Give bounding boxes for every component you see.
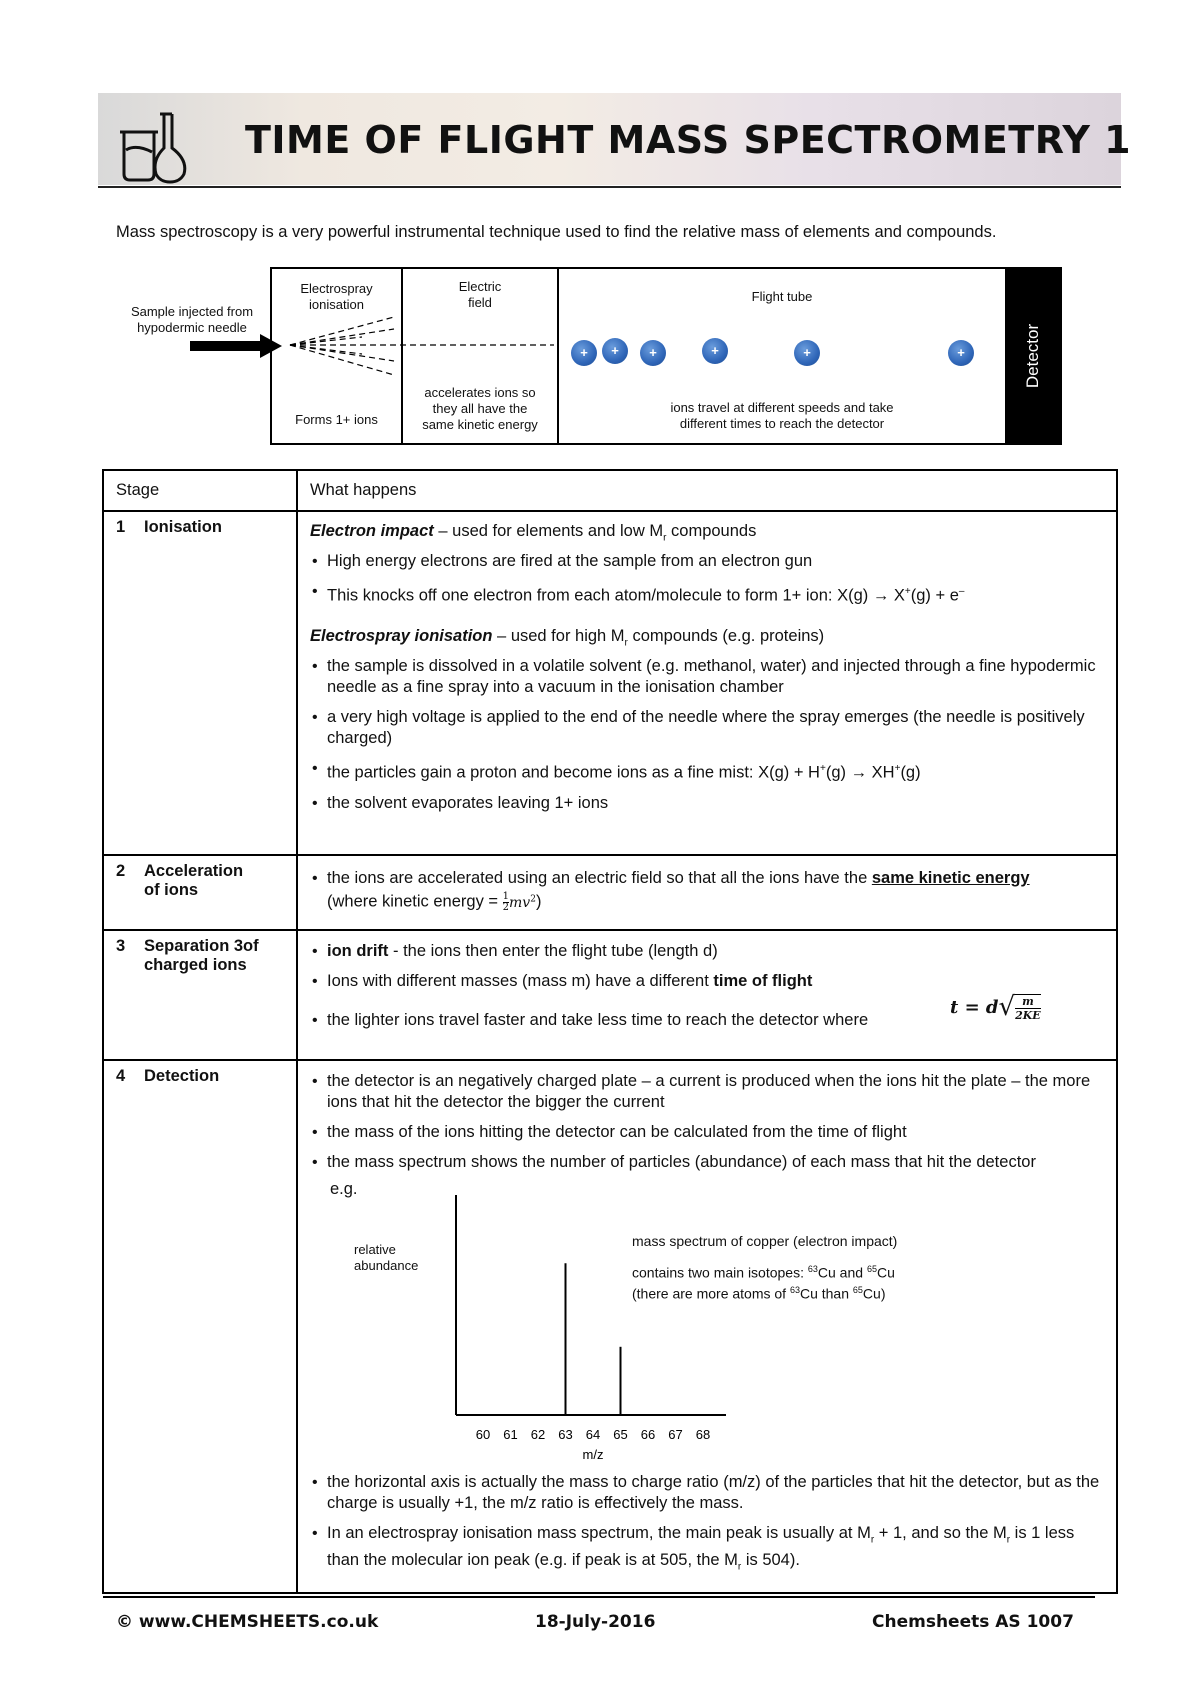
stage-name: Acceleration of ions [144, 862, 244, 899]
detector-label [1005, 269, 1060, 443]
stage-name: Ionisation [144, 518, 222, 536]
electron-impact-heading: Electron impact – used for elements and low $M_r$ compounds [310, 522, 757, 544]
ion-icon: + [640, 340, 666, 366]
content-cell [297, 1060, 1117, 1594]
list-item: • High energy electrons are fired at the sample from an electron gun [310, 551, 1104, 572]
list-item: • the particles gain a proton and become ions as a fine mist: X(g) + H+(g) → XH+(g) [310, 758, 1104, 784]
ionisation-label: Electrospray ionisation [300, 281, 373, 312]
footer-website: © www.CHEMSHEETS.co.uk [116, 1612, 379, 1632]
list-item: • ion drift - the ions then enter the flight tube (length d) [310, 941, 1104, 962]
content-cell [297, 930, 1117, 1060]
x-tick-label: 62 [530, 1426, 546, 1442]
ion-icon: + [948, 340, 974, 366]
isotope-note-2: (there are more atoms of $^{63}$Cu than $^{65}$Cu) [632, 1285, 886, 1302]
mass-spectrum-figure [310, 1179, 1104, 1472]
table-row [103, 855, 1117, 930]
x-tick-label: 67 [668, 1426, 683, 1442]
content-cell [297, 855, 1117, 930]
isotope-note: contains two main isotopes: $^{63}$Cu and $^{65}$Cu [632, 1263, 895, 1281]
intro-text: Mass spectroscopy is a very powerful instrumental technique used to find the relative mass of elements and compounds. [116, 223, 997, 241]
page-title: TIME OF FLIGHT MASS SPECTROMETRY 1 [245, 118, 1132, 162]
table-header-row [103, 470, 1117, 511]
stage-cell: 3 Separation 3of charged ions [103, 930, 297, 1060]
mass-spectrum-chart [310, 1179, 730, 1472]
table-row [103, 930, 1117, 1060]
eg-label: e.g. [330, 1179, 358, 1198]
footer-date: 18-July-2016 [535, 1612, 656, 1632]
ion-icon: + [794, 340, 820, 366]
table-row [103, 1060, 1117, 1594]
list-item: • the lighter ions travel faster and take less time to reach the detector where t = d√ $\frac{m}{2KE}$ [310, 1010, 1104, 1031]
table-row [103, 511, 1117, 855]
x-tick-label: 68 [695, 1426, 711, 1442]
spray-lines [272, 309, 562, 379]
header-rule [98, 186, 1121, 188]
ion-icon: + [702, 338, 728, 364]
spectrometer-diagram [270, 267, 1062, 445]
ion-icon: + [571, 340, 597, 366]
chart-title: mass spectrum of copper (electron impact) [632, 1232, 898, 1249]
list-item: • the solvent evaporates leaving 1+ ions [310, 793, 1104, 814]
stage-name: Separation 3of charged ions [144, 936, 259, 974]
stage-name: Detection [144, 1066, 220, 1085]
list-item: • the mass of the ions hitting the detector can be calculated from the time of flight [310, 1122, 1104, 1143]
list-item: • a very high voltage is applied to the end of the needle where the spray emerges (the needle is positively charged) [310, 707, 1104, 749]
sample-label: Sample injected from hypodermic needle [130, 304, 254, 335]
forms-ions-label: Forms 1+ ions [295, 412, 378, 427]
lab-glassware-icon [112, 104, 192, 184]
x-tick-label: 61 [503, 1426, 518, 1442]
list-item: • In an electrospray ionisation mass spectrum, the main peak is usually at $M_r + 1$, and so the $M_r$ is 1 less than the molecular ion peak (e.g. if peak is at 505, the $M_r$ is 504). [310, 1523, 1104, 1578]
header-what-happens: What happens [297, 470, 1117, 511]
list-item: • This knocks off one electron from each atom/molecule to form 1+ ion: X(g) → X+(g) + e– [310, 581, 1104, 607]
list-item: • the mass spectrum shows the number of particles (abundance) of each mass that hit the detector [310, 1152, 1104, 1173]
ion-icon: + [602, 338, 628, 364]
content-cell [297, 511, 1117, 855]
x-tick-label: 66 [640, 1426, 656, 1442]
stages-table [102, 469, 1118, 1594]
electric-field-label: Electric field [458, 279, 502, 310]
flight-tube-label: Flight tube [751, 289, 813, 304]
electrospray-heading: Electrospray ionisation – used for high $M_r$ compounds (e.g. proteins) [310, 626, 825, 649]
svg-text:Detector: Detector [1023, 323, 1042, 389]
accelerates-label: accelerates ions so they all have the same kinetic energy [422, 385, 538, 432]
list-item: • the ions are accelerated using an electric field so that all the ions have the same kinetic energy (where kinetic energy = $\frac{1}{2}$ $mv^2$) [310, 868, 1104, 914]
x-tick-label: 64 [585, 1426, 601, 1442]
footer-reference: Chemsheets AS 1007 [872, 1612, 1074, 1632]
needle-arrow-icon [190, 334, 282, 358]
x-axis-label: m/z [582, 1446, 604, 1462]
x-tick-label: 63 [558, 1426, 573, 1442]
travel-label: ions travel at different speeds and take different times to reach the detector [670, 400, 894, 431]
time-of-flight-formula: t = d√ $\frac{m}{2KE}$ [950, 991, 1041, 1022]
header-stage: Stage [103, 470, 297, 511]
x-tick-label: 65 [613, 1426, 628, 1442]
stage-cell: 2 Acceleration of ions [103, 855, 297, 930]
list-item: • the horizontal axis is actually the mass to charge ratio (m/z) of the particles that hit the detector, but as the charge is usually +1, the m/z ratio is effectively the mass. [310, 1472, 1104, 1514]
stage-cell: 4 Detection [103, 1060, 297, 1594]
chart-annotation [632, 1232, 897, 1303]
list-item: • Ions with different masses (mass m) have a different time of flight [310, 971, 1104, 992]
list-item: • the detector is an negatively charged plate – a current is produced when the ions hit the plate – the more ions that hit the detector the bigger the current [310, 1071, 1104, 1113]
stage-cell: 1 Ionisation [103, 511, 297, 855]
detector-plate [1005, 269, 1060, 443]
x-tick-label: 60 [475, 1426, 491, 1442]
footer-rule [103, 1596, 1095, 1598]
list-item: • the sample is dissolved in a volatile solvent (e.g. methanol, water) and injected through a fine hypodermic needle as a fine spray into a vacuum in the ionisation chamber [310, 656, 1104, 698]
y-axis-label: relative abundance [354, 1241, 419, 1273]
kinetic-energy-formula: $\frac{1}{2}$ $mv^2$ [502, 891, 536, 914]
